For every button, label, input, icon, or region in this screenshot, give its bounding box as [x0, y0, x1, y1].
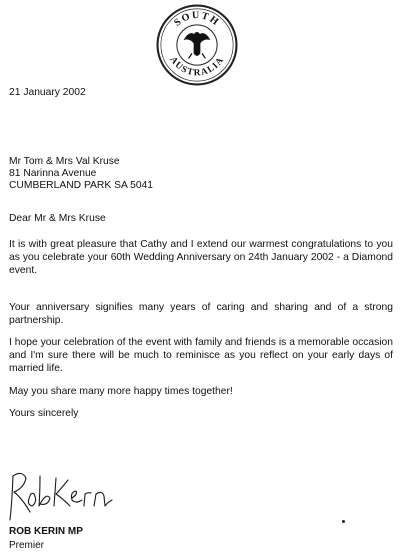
seal-top-text: SOUTH — [172, 10, 222, 29]
body-paragraph: It is with great pleasure that Cathy and I extend our warmest congratulations to you as you celebrate your 60th Wedding Anniversary on 24th January 2002 - a Diamond event. — [9, 239, 393, 277]
signature — [4, 462, 116, 526]
svg-text:AUSTRALIA — [168, 55, 225, 78]
body-paragraph: May you share many more happy times together! — [9, 386, 233, 397]
salutation: Dear Mr & Mrs Kruse — [9, 213, 106, 224]
seal-bottom-text: AUSTRALIA — [168, 54, 226, 78]
handwritten-signature-icon — [4, 462, 116, 526]
signatory-title: Premier — [9, 540, 45, 551]
body-paragraph: Your anniversary signifies many years of caring and sharing and of a strong partnership. — [9, 302, 393, 327]
address-line: CUMBERLAND PARK SA 5041 — [9, 180, 154, 192]
closing: Yours sincerely — [9, 408, 79, 419]
address-line: 81 Narinna Avenue — [9, 168, 97, 180]
svg-text:SOUTH — [172, 10, 221, 29]
state-seal — [155, 3, 239, 87]
address-line: Mr Tom & Mrs Val Kruse — [9, 156, 120, 167]
body-paragraph: I hope your celebration of the event with family and friends is a memorable occasion and I'm sure there will be much to reminisce as you reflect on your early days of married life. — [9, 337, 393, 375]
recipient-address — [9, 156, 153, 193]
letter-date: 21 January 2002 — [9, 87, 86, 98]
piping-shrike-emblem-icon — [155, 3, 239, 87]
signatory-name: ROB KERIN MP — [9, 526, 83, 537]
ink-speck — [342, 520, 345, 523]
